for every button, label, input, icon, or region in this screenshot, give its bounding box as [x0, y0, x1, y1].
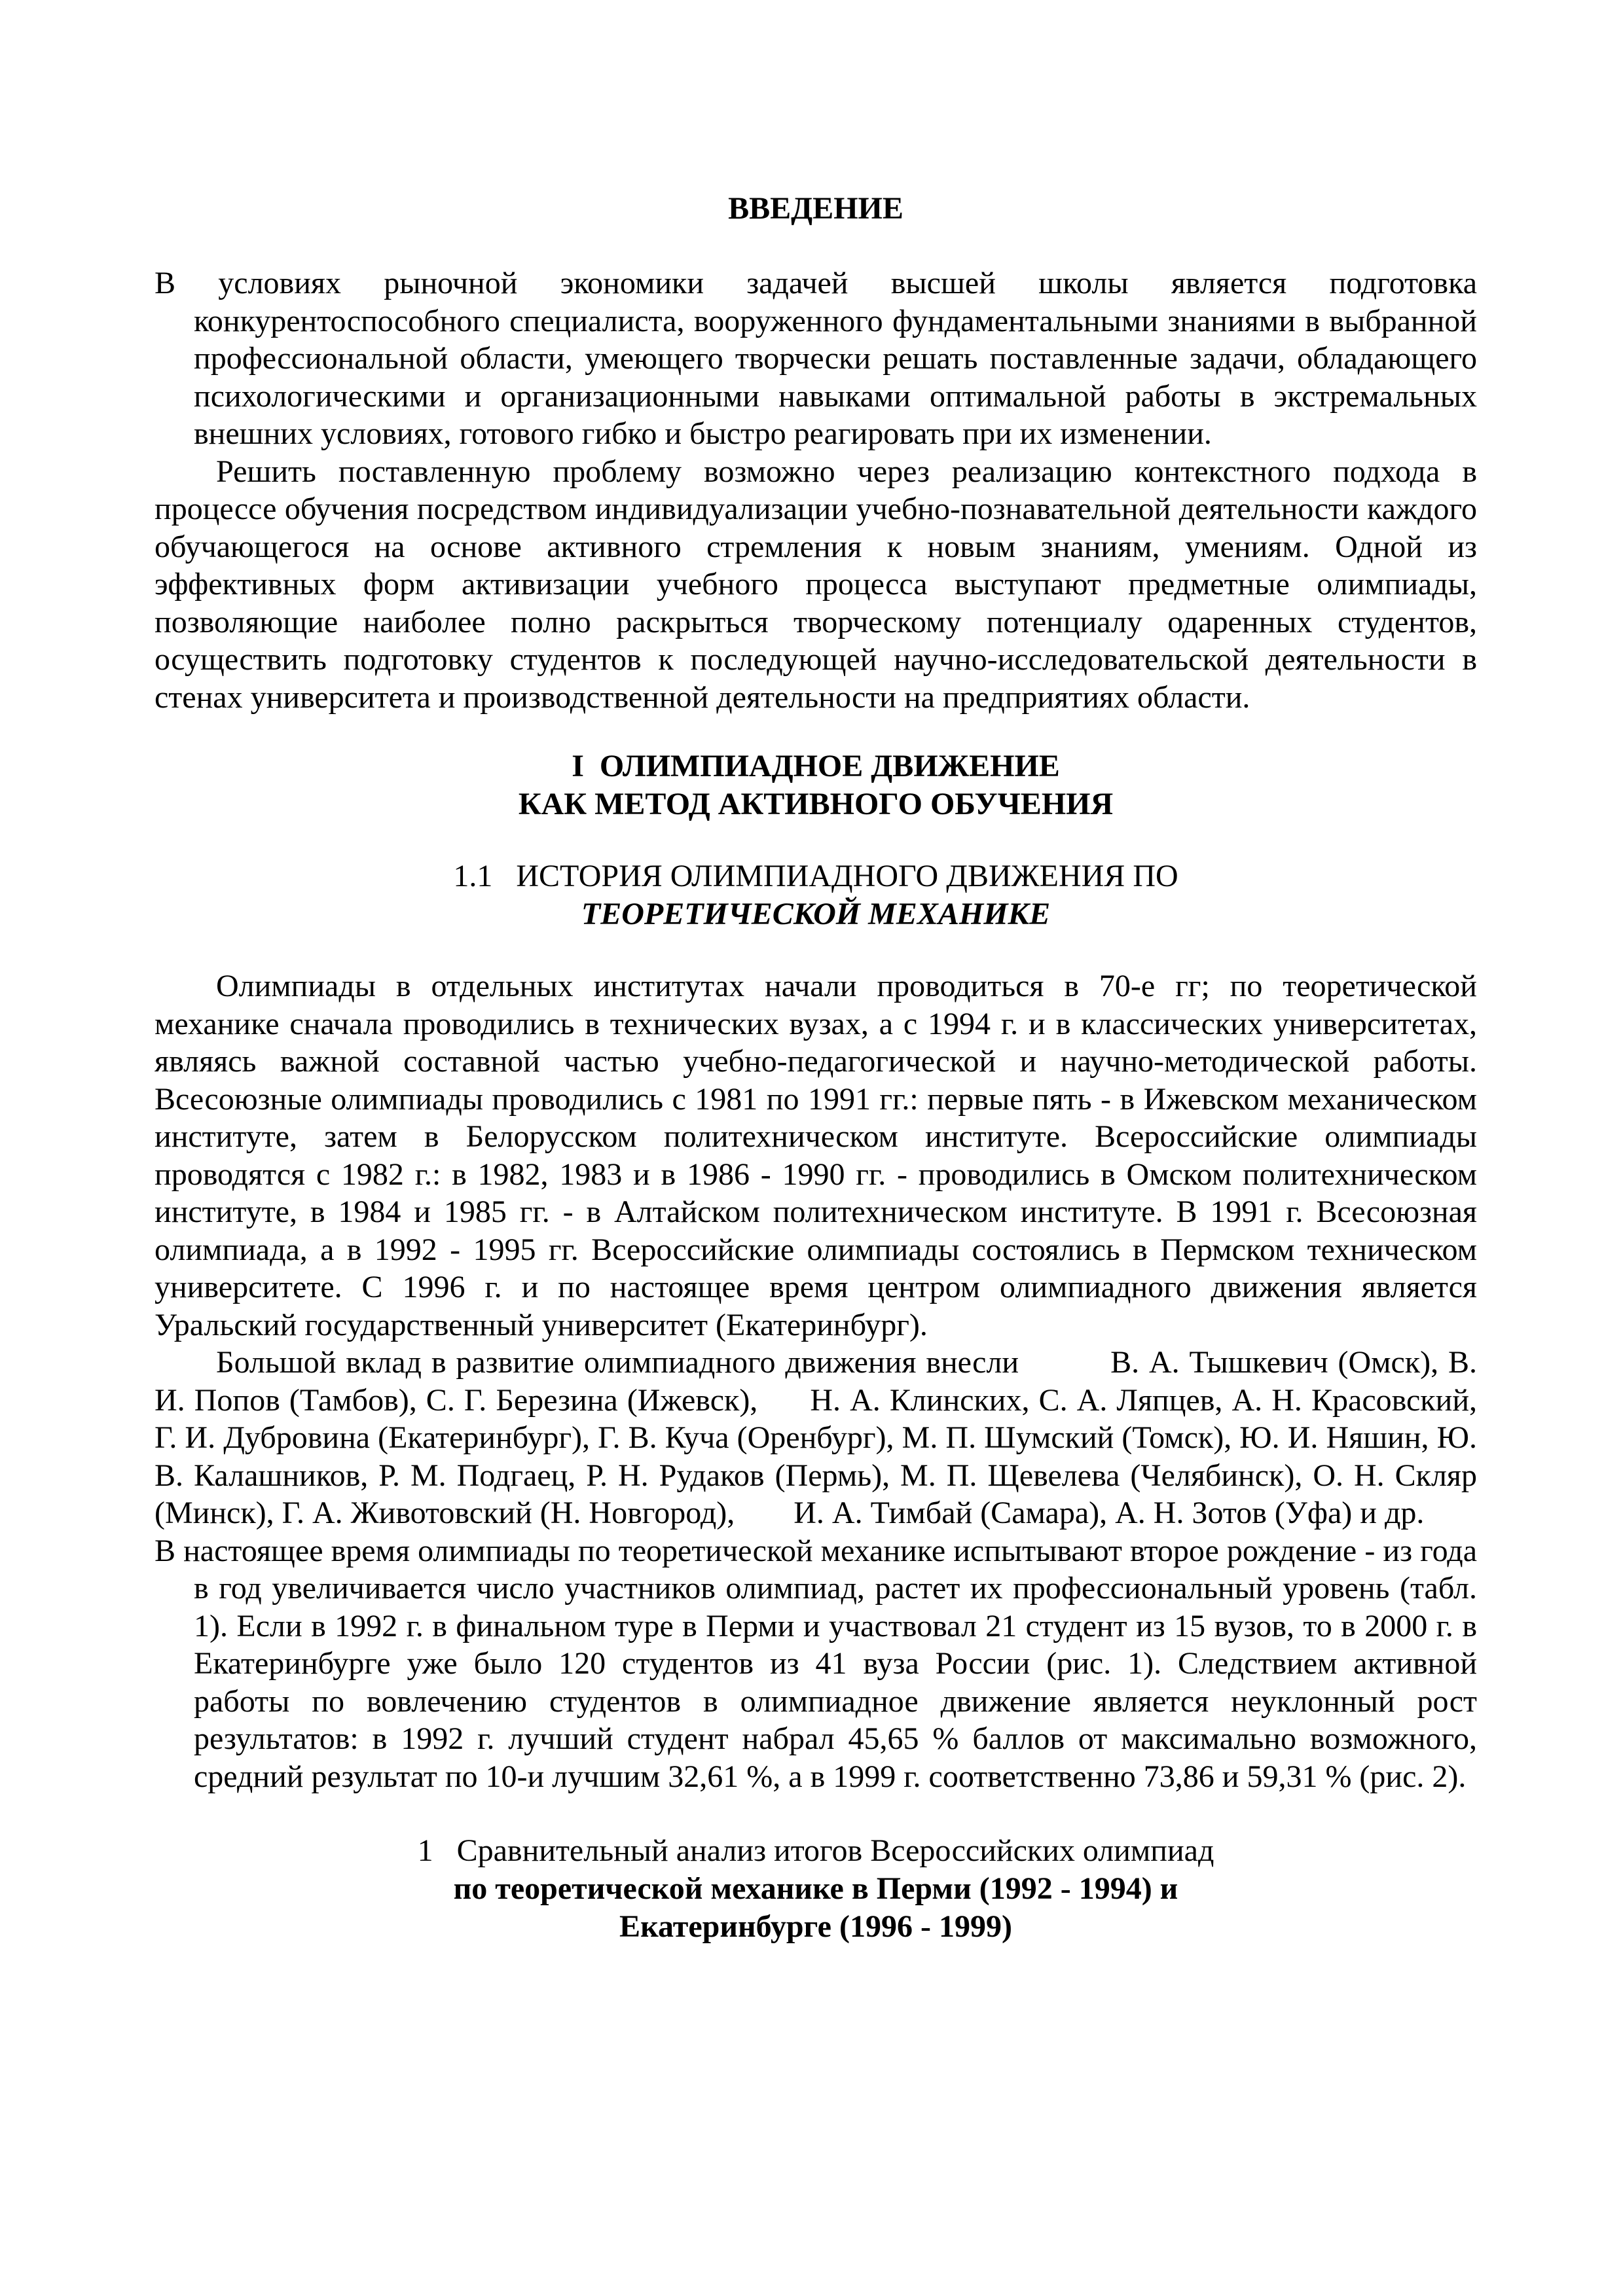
intro-paragraph-1: В условиях рыночной экономики задачей высшей школы является подготовка конкурентоспособного специалиста, вооруженного фундаментальными знаниями в выбранной профессиональной области, умеющего творчески решать поставленные задачи, обладающего психологическими и организационными навыками оптимальной работы в экстремальных внешних условиях, готового гибко и быстро реагировать при их изменении.	[155, 266, 1477, 451]
table-caption-1: Сравнительный анализ итогов Всероссийских олимпиад	[456, 1833, 1214, 1868]
chapter-number: I	[572, 749, 584, 783]
contributors-list-2: Н. А. Клинских, С. А. Ляпцев, А. Н. Красовский, Г. И. Дубровина (Екатеринбург), Г. В. Куча (Оренбург), М. П. Шумский (Томск), Ю. И. Няшин, Ю. В. Калашников, Р. М. Подгаец, Р. Н. Рудаков (Пермь), М. П. Щевелева (Челябинск), О. Н. Скляр (Минск), Г. А. Животовский (Н. Новгород),	[155, 1382, 1478, 1530]
contributors-list-3: И. А. Тимбай (Самара), А. Н. Зотов (Уфа) и др.	[793, 1496, 1425, 1530]
table-caption-3: Екатеринбурге (1996 - 1999)	[619, 1909, 1012, 1944]
history-paragraph-1: Олимпиады в отдельных институтах начали проводиться в 70-е гг; по теоретической механике сначала проводились в технических вузах, а с 1994 г. и в классических университетах, являясь важной составной частью учебно-педагогической и научно-методической работы. Всесоюзные олимпиады проводились с 1981 по 1991 гг.: первые пять - в Ижевском механическом институте, затем в Белорусском политехническом институте. Всероссийские олимпиады проводятся с 1982 г.: в 1982, 1983 и в 1986 - 1990 гг. - проводились в Омском политехническом институте, в 1984 и 1985 гг. - в Алтайском политехническом институте. В 1991 г. Всесоюзная олимпиада, а в 1992 - 1995 гг. Всероссийские олимпиады состоялись в Пермском техническом университете. С 1996 г. и по настоящее время центром олимпиадного движения является Уральский государственный университет (Екатеринбург).	[155, 969, 1477, 1342]
intro-paragraph-2: Решить поставленную проблему возможно через реализацию контекстного подхода в процессе обучения посредством индивидуализации учебно-познавательной деятельности каждого обучающегося на основе активного стремления к новым знаниям, умениям. Одной из эффективных форм активизации учебного процесса выступают предметные олимпиады, позволяющие наиболее полно раскрыться творческому потенциалу одаренных студентов, осуществить подготовку студентов к последующей научно-исследовательской деятельности в стенах университета и производственной деятельности на предприятиях области.	[155, 454, 1477, 715]
contributors-intro: Большой вклад в развитие олимпиадного движения внесли	[216, 1345, 1019, 1380]
history-paragraph-3: В настоящее время олимпиады по теоретической механике испытывают второе рождение - из года в год увеличивается число участников олимпиад, растет их профессиональный уровень (табл. 1). Если в 1992 г. в финальном туре в Перми и участвовал 21 студент из 15 вузов, то в 2000 г. в Екатеринбурге уже было 120 студентов из 41 вуза России (рис. 1). Следствием активной работы по вовлечению студентов в олимпиадное движение является неуклонный рост результатов: в 1992 г. лучший студент набрал 45,65 % баллов от максимально возможного, средний результат по 10-и лучшим 32,61 %, а в 1999 г. соответственно 73,86 и 59,31 % (рис. 2).	[155, 1533, 1477, 1794]
table-caption-2: по теоретической механике в Перми (1992 - 1994) и	[453, 1871, 1178, 1906]
intro-heading: ВВЕДЕНИЕ	[728, 191, 903, 226]
section-title-2: ТЕОРЕТИЧЕСКОЙ МЕХАНИКЕ	[581, 897, 1051, 931]
table-caption-line-1	[155, 1832, 1477, 1870]
history-paragraph-2	[155, 1344, 1477, 1532]
section-heading-line-1	[155, 857, 1477, 895]
contributors-list-1: В. А. Тышкевич (Омск), В. И. Попов (Тамбов), С. Г. Березина (Ижевск),	[155, 1345, 1477, 1418]
chapter-title-2: КАК МЕТОД АКТИВНОГО ОБУЧЕНИЯ	[518, 787, 1114, 821]
chapter-title-1: ОЛИМПИАДНОЕ ДВИЖЕНИЕ	[599, 749, 1060, 783]
text-column	[155, 190, 1477, 1946]
chapter-heading-line-1	[155, 747, 1477, 785]
table-number: 1	[417, 1833, 433, 1868]
section-number: 1.1	[453, 859, 493, 893]
section-title-1: ИСТОРИЯ ОЛИМПИАДНОГО ДВИЖЕНИЯ ПО	[516, 859, 1178, 893]
